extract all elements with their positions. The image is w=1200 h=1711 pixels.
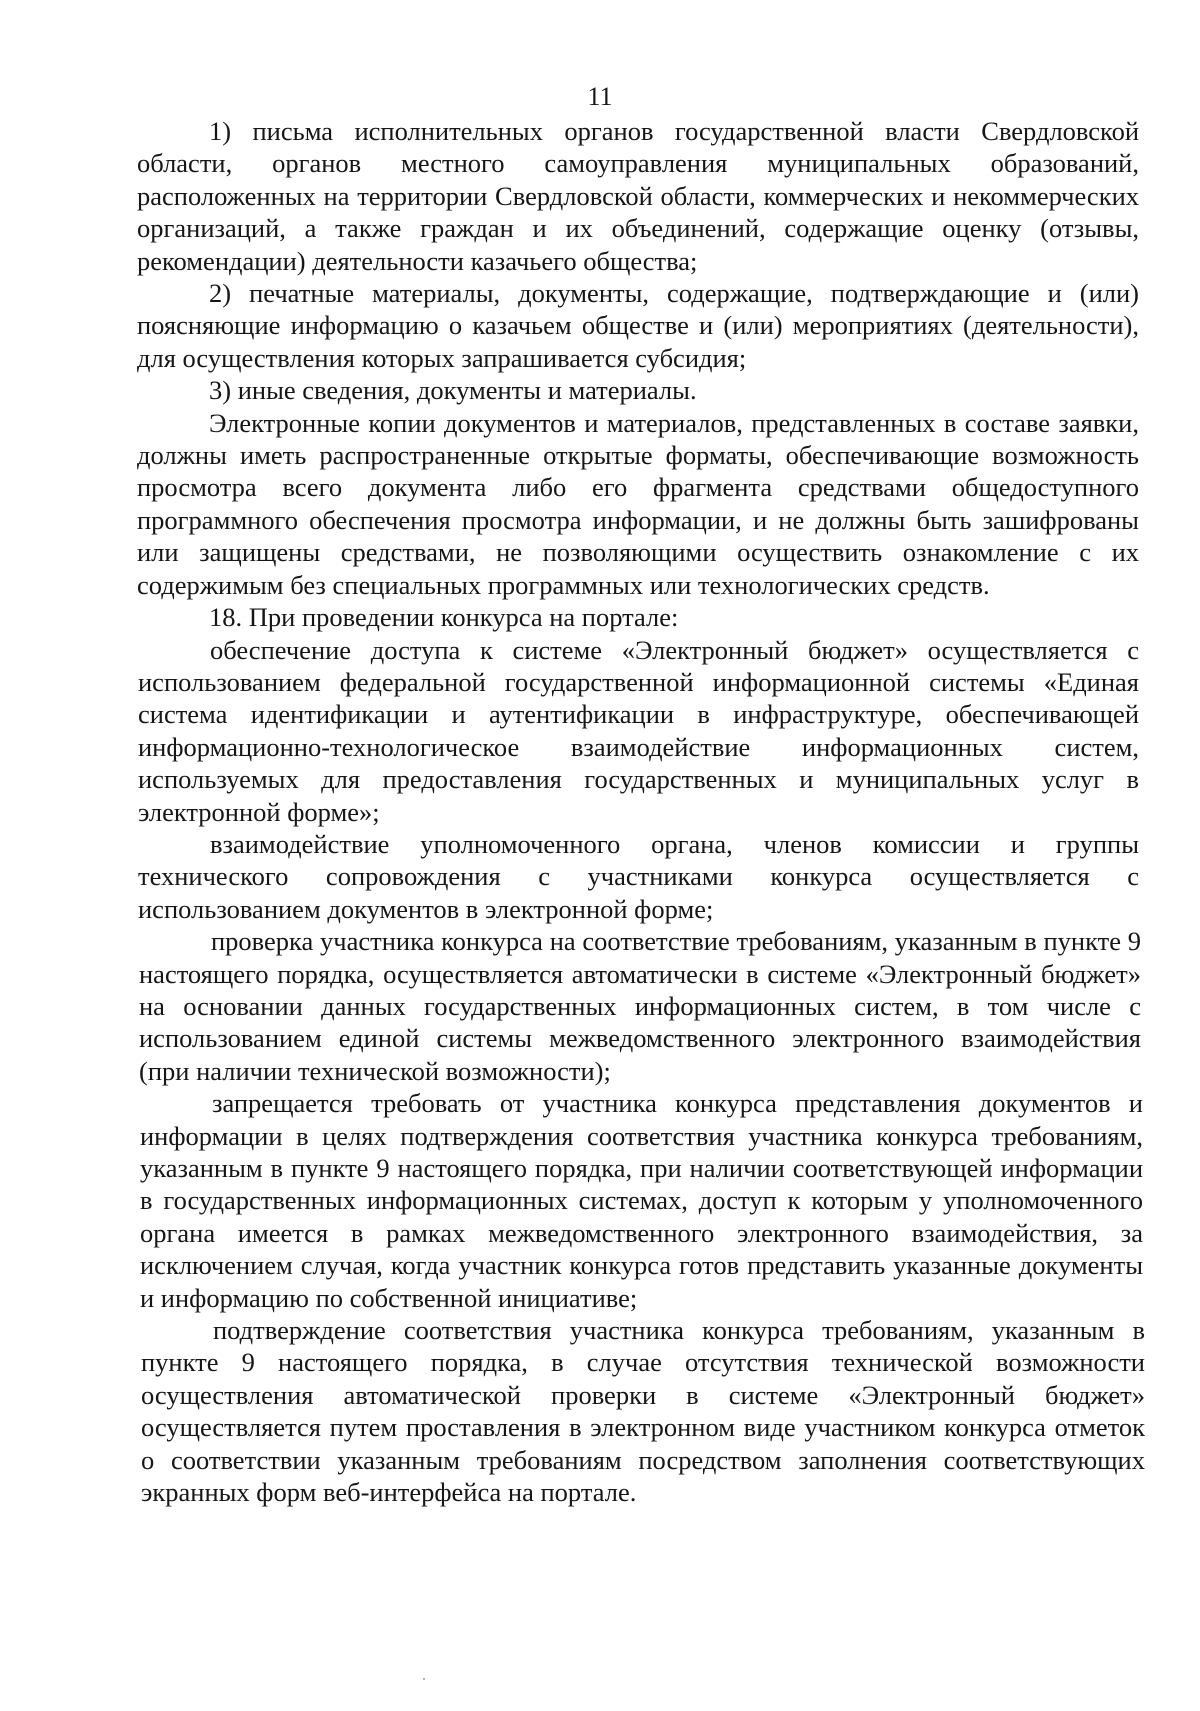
- paragraph-other-info: 3) иные сведения, документы и материалы.: [209, 375, 697, 406]
- document-body: [137, 115, 1145, 1508]
- paragraph-letters: 1) письма исполнительных органов государственной власти Свердловской области, органов местного самоуправления муниципальных образований, расположенных на территории Свердловской области, коммерческих и некоммерческих организаций, а также граждан и их объединений, содержащие оценку (отзывы, рекомендации) деятельности казачьего общества;: [137, 116, 1139, 276]
- paragraph-section-18: 18. При проведении конкурса на портале:: [209, 602, 679, 633]
- paragraph-participant-check: проверка участника конкурса на соответствие требованиям, указанным в пункте 9 настоящего порядка, осуществляется автоматически в системе «Электронный бюджет» на основании данных государственных информационных систем, в том числе с использованием единой системы межведомственного электронного взаимодействия (при наличии технической возможности);: [139, 926, 1141, 1086]
- paragraph-prohibition: запрещается требовать от участника конкурса представления документов и информации в целях подтверждения соответствия участника конкурса требованиям, указанным в пункте 9 настоящего порядка, при наличии соответствующей информации в государственных информационных системах, доступ к которым у уполномоченного органа имеется в рамках межведомственного электронного взаимодействия, за исключением случая, когда участник конкурса готов представить указанные документы и информацию по собственной инициативе;: [140, 1088, 1143, 1313]
- page-number: 11: [587, 82, 613, 111]
- paragraph-interaction: взаимодействие уполномоченного органа, членов комиссии и группы технического сопровождения с участниками конкурса осуществляется с использованием документов в электронной форме;: [138, 828, 1139, 924]
- paragraph-access-provision: обеспечение доступа к системе «Электронный бюджет» осуществляется с использованием федеральной государственной информационной системы «Единая система идентификации и аутентификации в инфраструктуре, обеспечивающей информационно-технологическое взаимодействие информационных систем, используемых для предоставления государственных и муниципальных услуг в электронной форме»;: [138, 634, 1139, 827]
- scan-speck: [423, 1678, 425, 1680]
- paragraph-printed-materials: 2) печатные материалы, документы, содержащие, подтверждающие и (или) поясняющие информацию о казачьем обществе и (или) мероприятиях (деятельности), для осуществления которых запрашивается субсидия;: [137, 278, 1139, 373]
- paragraph-confirmation: подтверждение соответствия участника конкурса требованиям, указанным в пункте 9 настоящего порядка, в случае отсутствия технической возможности осуществления автоматической проверки в системе «Электронный бюджет» осуществляется путем проставления в электронном виде участником конкурса отметок о соответствии указанным требованиям посредством заполнения соответствующих экранных форм веб-интерфейса на портале.: [141, 1315, 1145, 1508]
- paragraph-electronic-copies: Электронные копии документов и материалов, представленных в составе заявки, должны иметь распространенные открытые форматы, обеспечивающие возможность просмотра всего документа либо его фрагмента средствами общедоступного программного обеспечения просмотра информации, и не должны быть зашифрованы или защищены средствами, не позволяющими осуществить ознакомление с их содержимым без специальных программных или технологических средств.: [137, 407, 1139, 600]
